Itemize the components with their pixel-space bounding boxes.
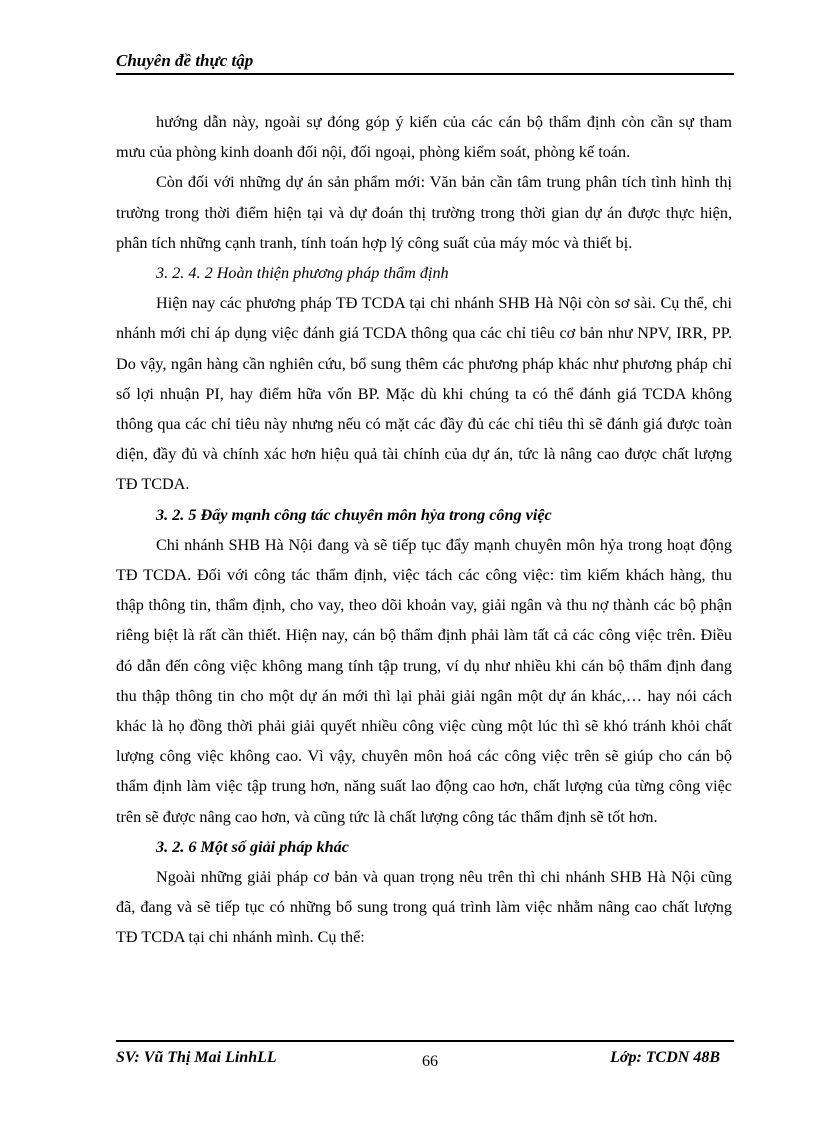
section-heading-3-2-4-2: 3. 2. 4. 2 Hoàn thiện phương pháp thẩm định xyxy=(156,264,449,283)
paragraph-specialization: Chi nhánh SHB Hà Nội đang và sẽ tiếp tục đẩy mạnh chuyên môn hỷa trong hoạt động TĐ TCDA. Đối với công tác thẩm định, việc tách các công việc: tìm kiếm khách hàng, thu thập thông tin, thẩm định, cho vay, theo dõi khoản vay, giải ngân và thu nợ thành các bộ phận riêng biệt là rất cần thiết. Hiện nay, cán bộ thẩm định phải làm tất cả các công việc trên. Điều đó dẫn đến công việc không mang tính tập trung, ví dụ như nhiều khi cán bộ thẩm định đang thu thập thông tin cho một dự án mới thì lại phải giải ngân một dự án khác,… hay nói cách khác là họ đồng thời phải giải quyết nhiều công việc cùng một lúc thì sẽ khó tránh khỏi chất lượng công việc không cao. Vì vậy, chuyên môn hoá các công việc trên sẽ giúp cho cán bộ thẩm định làm việc tập trung hơn, năng suất lao động cao hơn, chất lượng của từng công việc trên sẽ được nâng cao hơn, và cũng tức là chất lượng công tác thẩm định sẽ tốt hơn. xyxy=(116,535,732,826)
page-number: 66 xyxy=(422,1053,438,1070)
header-title: Chuyên đề thực tập xyxy=(116,51,254,70)
paragraph-new-products: Còn đối với những dự án sản phẩm mới: Văn bản cần tâm trung phân tích tình hình thị trường trong thời điểm hiện tại và dự đoán thị trường trong thời gian dự án được thực hiện, phân tích những cạnh tranh, tính toán hợp lý công suất của máy móc và thiết bị. xyxy=(116,173,732,252)
page-footer xyxy=(116,1040,734,1072)
section-heading-3-2-5: 3. 2. 5 Đẩy mạnh công tác chuyên môn hỷa trong công việc xyxy=(156,505,552,524)
paragraph-methods: Hiện nay các phương pháp TĐ TCDA tại chi nhánh SHB Hà Nội còn sơ sài. Cụ thể, chi nhánh mới chỉ áp dụng việc đánh giá TCDA thông qua các chỉ tiêu cơ bản như NPV, IRR, PP. Do vậy, ngân hàng cần nghiên cứu, bổ sung thêm các phương pháp khác như phương pháp chỉ số lợi nhuận PI, hay điểm hữa vốn BP. Mặc dù khi chúng ta có thể đánh giá TCDA không thông qua các chỉ tiêu này nhưng nếu có mặt các đầy đủ các chỉ tiêu thì sẽ đánh giá được toàn diện, đầy đủ và chính xác hơn hiệu quả tài chính của dự án, tức là nâng cao được chất lượng TĐ TCDA. xyxy=(116,294,732,494)
paragraph-continuation: hướng dẫn này, ngoài sự đóng góp ý kiến của các cán bộ thẩm định còn cần sự tham mưu của phòng kinh doanh đối nội, đối ngoại, phòng kiểm soát, phòng kế toán. xyxy=(116,113,732,162)
footer-class: Lớp: TCDN 48B xyxy=(610,1049,720,1066)
document-body xyxy=(116,107,732,953)
footer-student: SV: Vũ Thị Mai LinhLL xyxy=(116,1049,277,1066)
section-heading-3-2-6: 3. 2. 6 Một số giải pháp khác xyxy=(156,837,349,856)
page-header xyxy=(116,49,734,75)
paragraph-other-solutions: Ngoài những giải pháp cơ bản và quan trọng nêu trên thì chi nhánh SHB Hà Nội cũng đã, đang và sẽ tiếp tục có những bổ sung trong quá trình làm việc nhằm nâng cao chất lượng TĐ TCDA tại chi nhánh mình. Cụ thể: xyxy=(116,868,732,947)
